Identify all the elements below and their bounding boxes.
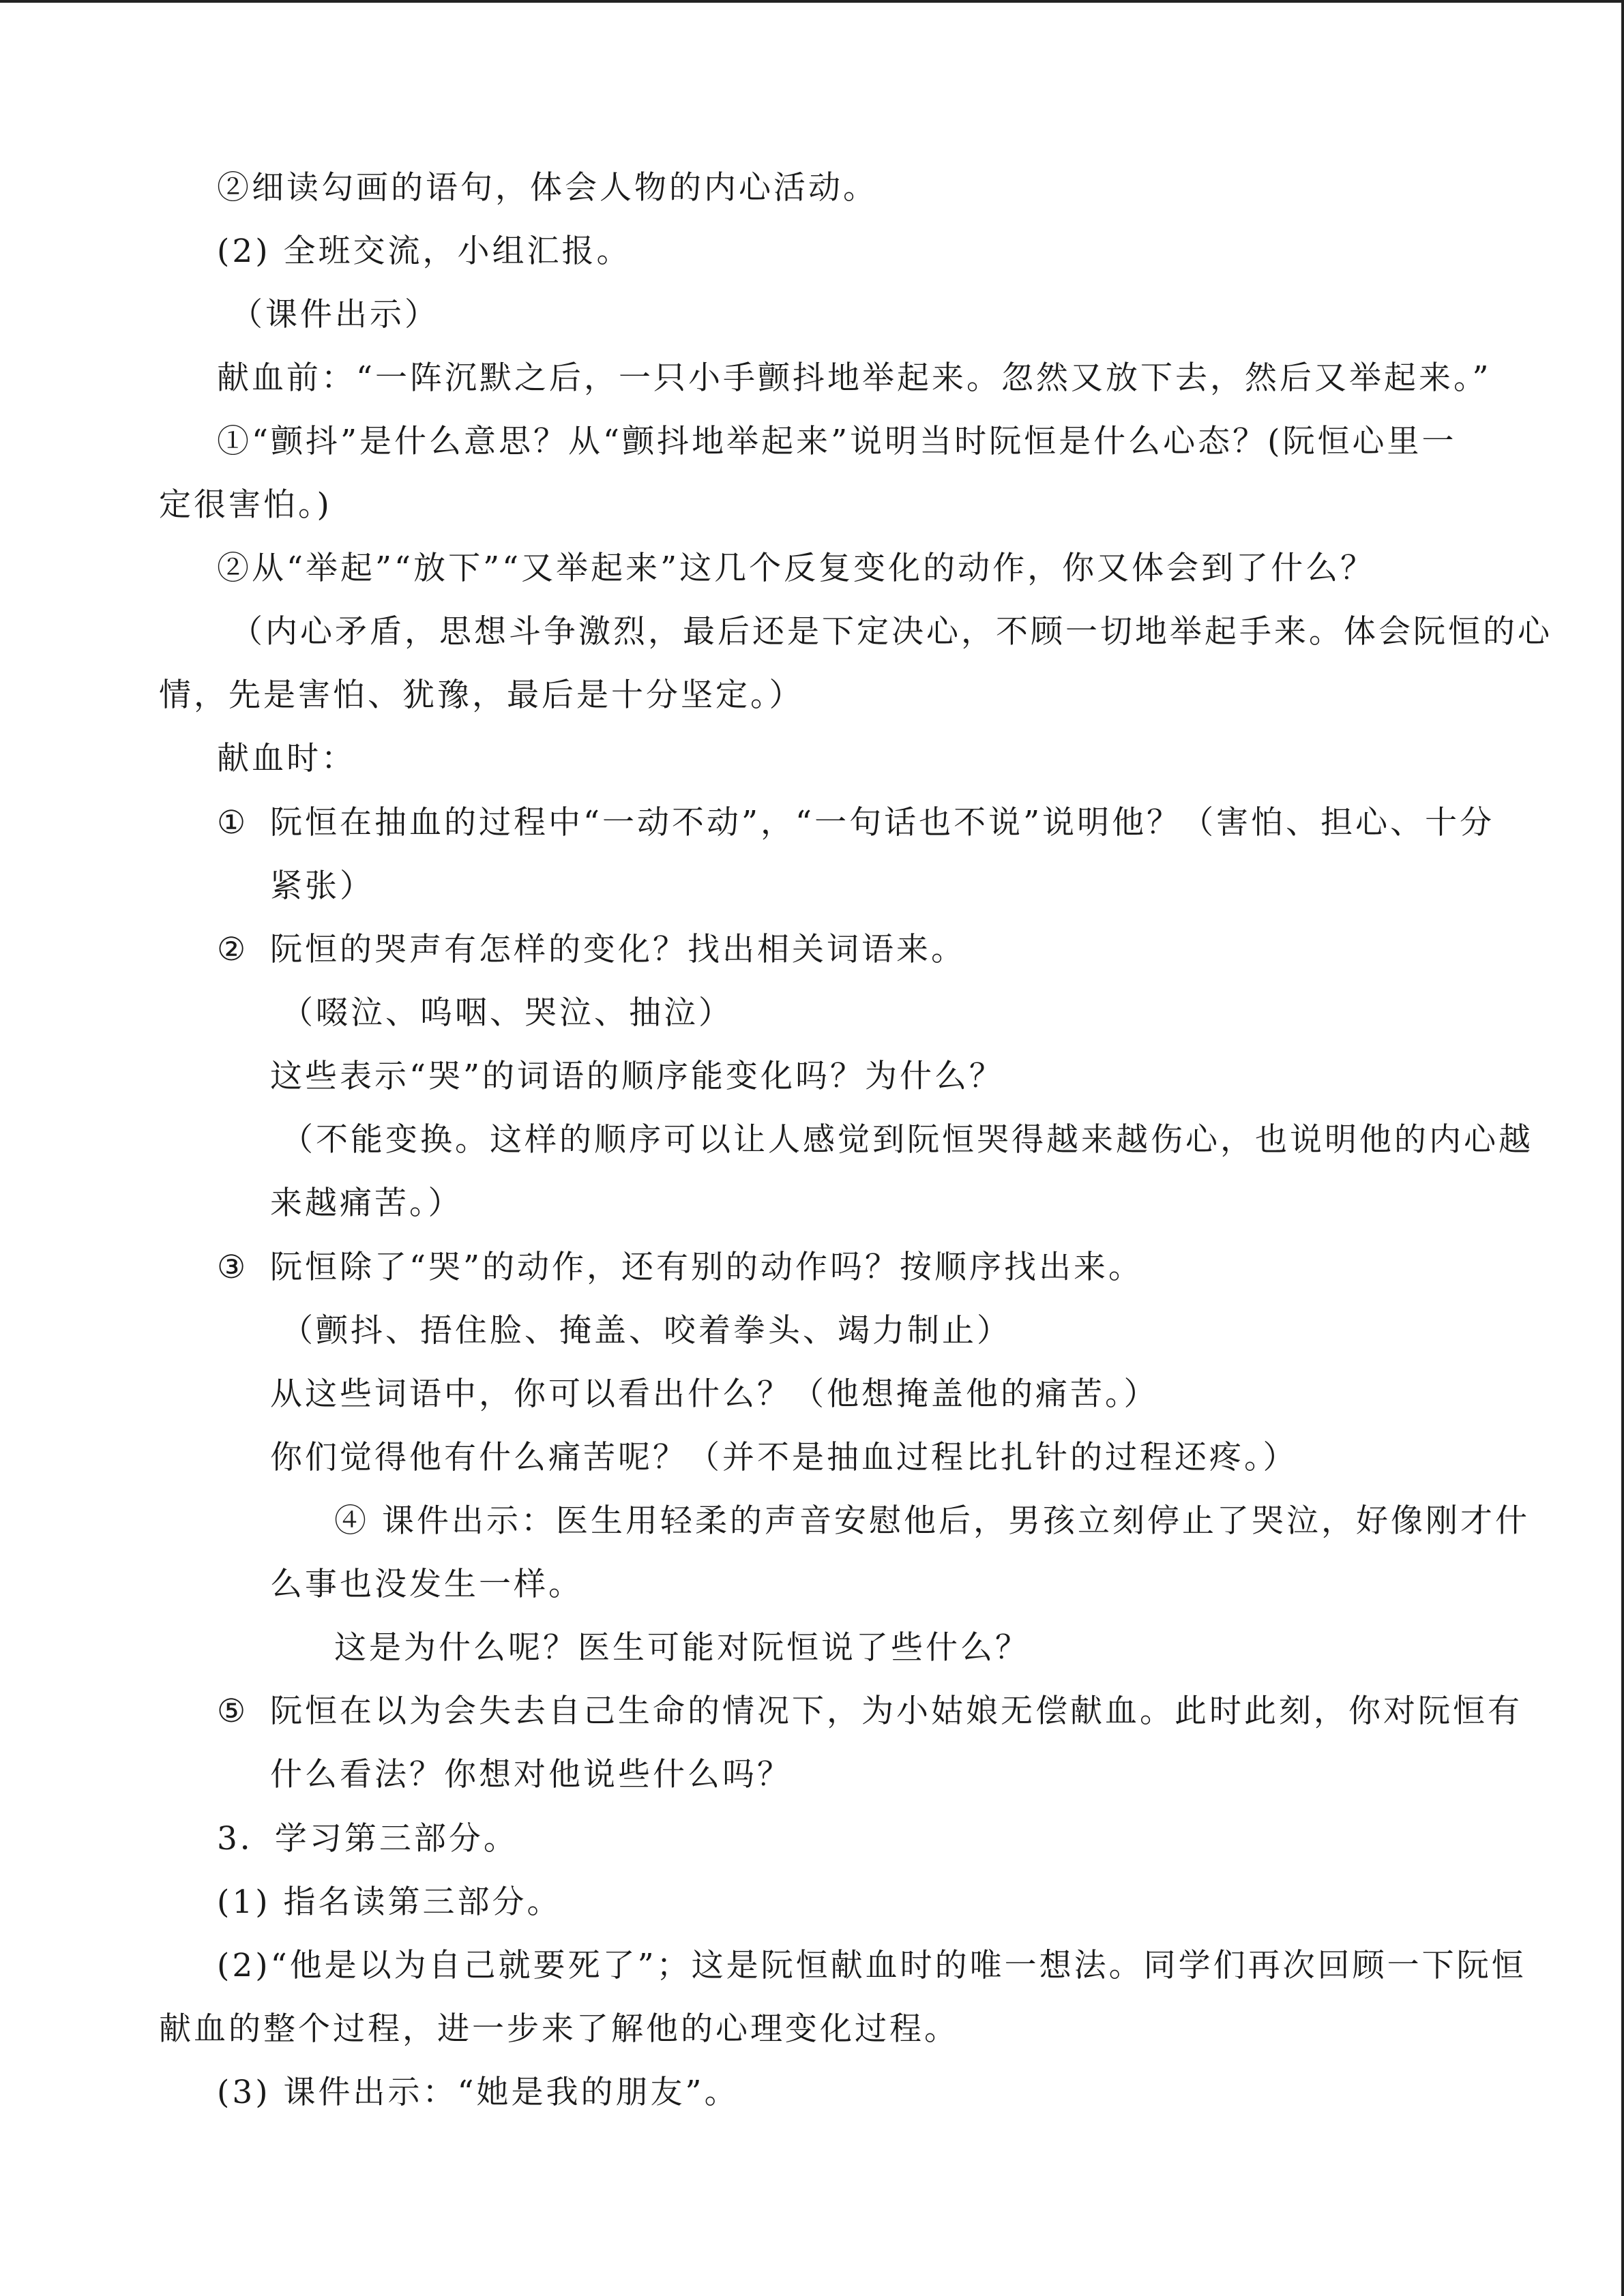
text-line: 阮恒在抽血的过程中“一动不动”，“一句话也不说”说明他？（害怕、担心、十分: [270, 804, 1495, 841]
text-line: 什么看法？你想对他说些什么吗？: [270, 1756, 792, 1793]
text-line: (2)“他是以为自己就要死了”；这是阮恒献血时的唯一想法。同学们再次回顾一下阮恒: [217, 1947, 1526, 1984]
text-line: 情，先是害怕、犹豫，最后是十分坚定。）: [159, 676, 804, 714]
text-line: 阮恒除了“哭”的动作，还有别的动作吗？按顺序找出来。: [270, 1249, 1144, 1286]
text-line: (3) 课件出示：“她是我的朋友”。: [217, 2074, 739, 2111]
text-line: ②从“举起”“放下”“又举起来”这几个反复变化的动作，你又体会到了什么？: [217, 550, 1376, 587]
text-line: （课件出示）: [231, 296, 439, 333]
text-line: 么事也没发生一样。: [270, 1566, 583, 1603]
text-line: （颤抖、捂住脸、掩盖、咬着拳头、竭力制止）: [281, 1312, 1012, 1350]
text-line: ②细读勾画的语句，体会人物的内心活动。: [217, 169, 878, 207]
list-marker: ①: [217, 804, 249, 841]
text-line: 献血的整个过程，进一步来了解他的心理变化过程。: [159, 2010, 959, 2048]
list-marker: ②: [217, 931, 249, 968]
text-line: （啜泣、呜咽、哭泣、抽泣）: [281, 994, 733, 1032]
text-line: 这些表示“哭”的词语的顺序能变化吗？为什么？: [270, 1058, 1005, 1095]
text-line: ①“颤抖”是什么意思？从“颤抖地举起来”说明当时阮恒是什么心态？(阮恒心里一: [217, 423, 1457, 460]
text-line: 这是为什么呢？医生可能对阮恒说了些什么？: [334, 1629, 1030, 1667]
text-line: (1) 指名读第三部分。: [217, 1883, 562, 1921]
text-line: （内心矛盾，思想斗争激烈，最后还是下定决心，不顾一切地举起手来。体会阮恒的心: [231, 613, 1552, 651]
text-line: ④ 课件出示：医生用轻柔的声音安慰他后，男孩立刻停止了哭泣，好像刚才什: [334, 1502, 1530, 1540]
text-line: 紧张）: [270, 867, 374, 905]
text-line: 从这些词语中，你可以看出什么？（他想掩盖他的痛苦。）: [270, 1375, 1159, 1413]
text-line: 你们觉得他有什么痛苦呢？（并不是抽血过程比扎针的过程还疼。）: [270, 1439, 1298, 1476]
text-line: 献血前：“一阵沉默之后，一只小手颤抖地举起来。忽然又放下去，然后又举起来。”: [217, 359, 1492, 397]
text-line: 献血时：: [217, 740, 356, 777]
text-line: 阮恒在以为会失去自己生命的情况下，为小姑娘无偿献血。此时此刻，你对阮恒有: [270, 1693, 1522, 1730]
text-line: 阮恒的哭声有怎样的变化？找出相关词语来。: [270, 931, 966, 968]
text-line: （不能变换。这样的顺序可以让人感觉到阮恒哭得越来越伤心，也说明他的内心越: [281, 1121, 1533, 1159]
list-marker: ③: [217, 1249, 249, 1286]
text-line: 来越痛苦。）: [270, 1184, 463, 1222]
text-line: 定很害怕。): [159, 486, 332, 524]
section-heading: 3．学习第三部分。: [217, 1820, 518, 1858]
list-marker: ⑤: [217, 1693, 249, 1730]
text-line: (2) 全班交流，小组汇报。: [217, 233, 632, 270]
